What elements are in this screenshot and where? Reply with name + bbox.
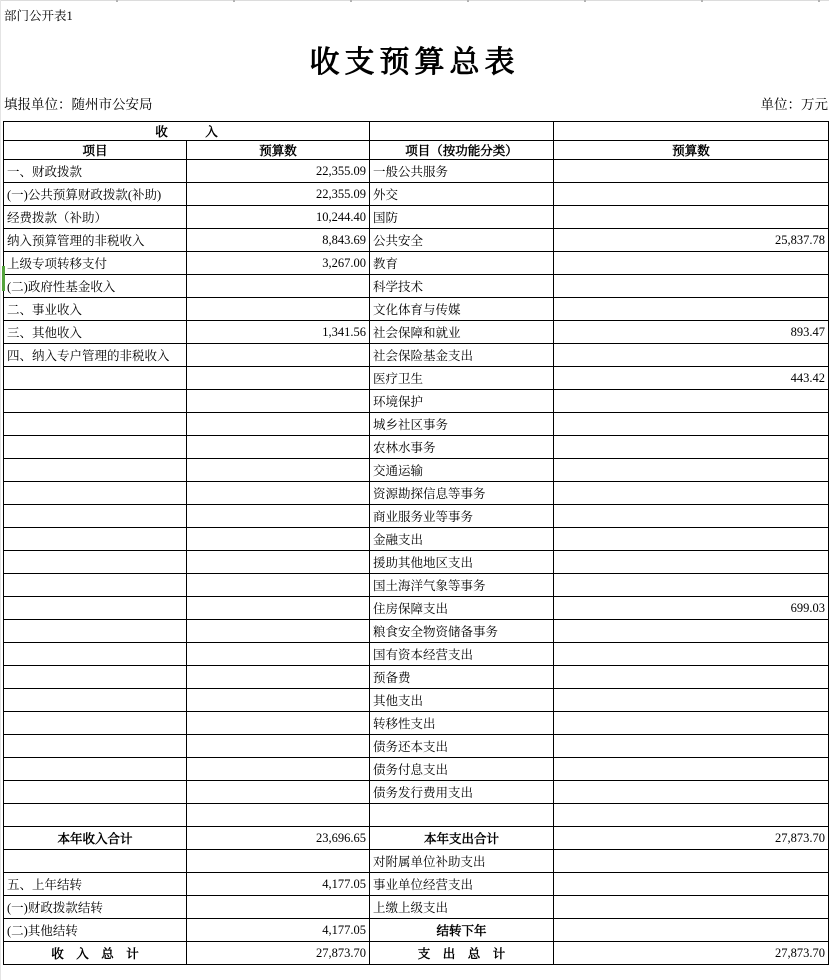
income-value-cell[interactable] (187, 597, 370, 620)
expense-item-cell[interactable]: 国土海洋气象等事务 (370, 574, 554, 597)
expense-value-cell[interactable] (554, 850, 829, 873)
expense-item-cell[interactable]: 债务还本支出 (370, 735, 554, 758)
income-value-cell[interactable] (187, 482, 370, 505)
expense-item-cell[interactable]: 国有资本经营支出 (370, 643, 554, 666)
expense-item-cell[interactable]: 住房保障支出 (370, 597, 554, 620)
income-item-cell[interactable] (4, 804, 187, 827)
income-value-cell[interactable] (187, 712, 370, 735)
expense-item-cell[interactable]: 国防 (370, 206, 554, 229)
table-row-section-header (4, 122, 829, 141)
income-item-cell[interactable]: 三、其他收入 (4, 321, 187, 344)
income-item-cell[interactable]: 一、财政拨款 (4, 160, 187, 183)
expense-item-cell[interactable]: 交通运输 (370, 459, 554, 482)
column-header-item[interactable]: 项目 (4, 141, 187, 160)
income-item-cell[interactable] (4, 850, 187, 873)
table-row (4, 666, 829, 689)
expense-value-cell[interactable] (554, 735, 829, 758)
income-value-cell[interactable] (187, 505, 370, 528)
income-value-cell[interactable]: 27,873.70 (187, 942, 370, 965)
table-row (4, 321, 829, 344)
expense-value-cell[interactable]: 27,873.70 (554, 942, 829, 965)
expense-value-cell[interactable] (554, 160, 829, 183)
expense-value-cell[interactable]: 443.42 (554, 367, 829, 390)
income-item-cell[interactable]: 经费拨款（补助） (4, 206, 187, 229)
expense-value-cell[interactable] (554, 712, 829, 735)
expense-value-cell[interactable] (554, 689, 829, 712)
table-row (4, 183, 829, 206)
income-item-cell[interactable] (4, 758, 187, 781)
table-row (4, 873, 829, 896)
sheet-label: 部门公开表1 (4, 9, 73, 23)
expense-item-cell[interactable]: 教育 (370, 252, 554, 275)
expense-value-cell[interactable] (554, 183, 829, 206)
table-row (4, 551, 829, 574)
income-item-cell[interactable] (4, 643, 187, 666)
income-item-cell[interactable] (4, 574, 187, 597)
column-header-item-functional[interactable]: 项目（按功能分类） (370, 141, 554, 160)
table-row (4, 781, 829, 804)
income-item-cell[interactable] (4, 528, 187, 551)
expense-value-cell[interactable] (554, 620, 829, 643)
income-item-cell[interactable] (4, 551, 187, 574)
table-row (4, 712, 829, 735)
income-item-cell[interactable]: 本年收入合计 (4, 827, 187, 850)
expense-value-cell[interactable] (554, 781, 829, 804)
income-value-cell[interactable]: 22,355.09 (187, 160, 370, 183)
income-value-cell[interactable] (187, 459, 370, 482)
table-row (4, 919, 829, 942)
table-row (4, 942, 829, 965)
table-row (4, 344, 829, 367)
expense-value-cell[interactable] (554, 252, 829, 275)
left-gridline (0, 0, 1, 980)
expense-item-cell[interactable]: 事业单位经营支出 (370, 873, 554, 896)
table-row (4, 275, 829, 298)
income-value-cell[interactable] (187, 275, 370, 298)
active-cell-marker (2, 266, 5, 291)
income-item-cell[interactable] (4, 689, 187, 712)
income-value-cell[interactable]: 3,267.00 (187, 252, 370, 275)
income-value-cell[interactable] (187, 804, 370, 827)
table-row (4, 827, 829, 850)
table-row (4, 735, 829, 758)
expense-item-cell[interactable]: 外交 (370, 183, 554, 206)
expense-item-cell[interactable]: 科学技术 (370, 275, 554, 298)
income-value-cell[interactable] (187, 367, 370, 390)
expense-value-cell[interactable] (554, 505, 829, 528)
expense-value-cell[interactable] (554, 873, 829, 896)
income-value-cell[interactable]: 4,177.05 (187, 873, 370, 896)
table-row (4, 206, 829, 229)
income-item-cell[interactable]: 上级专项转移支付 (4, 252, 187, 275)
expense-value-cell[interactable] (554, 436, 829, 459)
income-value-cell[interactable] (187, 689, 370, 712)
table-row (4, 160, 829, 183)
expense-value-cell[interactable] (554, 482, 829, 505)
income-item-cell[interactable] (4, 390, 187, 413)
reporting-unit-label: 填报单位：随州市公安局 (4, 97, 153, 112)
expense-value-cell[interactable] (554, 413, 829, 436)
income-value-cell[interactable]: 23,696.65 (187, 827, 370, 850)
expense-value-cell[interactable]: 25,837.78 (554, 229, 829, 252)
expense-value-cell[interactable] (554, 574, 829, 597)
expense-item-cell[interactable]: 商业服务业等事务 (370, 505, 554, 528)
expense-value-cell[interactable]: 27,873.70 (554, 827, 829, 850)
table-row (4, 298, 829, 321)
table-row-column-headers (4, 141, 829, 160)
income-value-cell[interactable] (187, 735, 370, 758)
income-item-cell[interactable] (4, 459, 187, 482)
table-row (4, 390, 829, 413)
income-value-cell[interactable]: 4,177.05 (187, 919, 370, 942)
expense-value-cell[interactable] (554, 666, 829, 689)
table-row (4, 482, 829, 505)
budget-table (3, 121, 829, 965)
income-item-cell[interactable] (4, 712, 187, 735)
column-header-budget2[interactable]: 预算数 (554, 141, 829, 160)
income-item-cell[interactable]: (二)其他结转 (4, 919, 187, 942)
income-section-header-cell[interactable]: 收 入 (4, 122, 370, 141)
expense-value-cell[interactable] (554, 643, 829, 666)
income-item-cell[interactable] (4, 482, 187, 505)
income-item-cell[interactable]: 五、上年结转 (4, 873, 187, 896)
table-row (4, 804, 829, 827)
empty-header-cell[interactable] (554, 122, 829, 141)
expense-item-cell[interactable]: 资源勘探信息等事务 (370, 482, 554, 505)
income-value-cell[interactable]: 22,355.09 (187, 183, 370, 206)
income-item-cell[interactable] (4, 735, 187, 758)
income-value-cell[interactable] (187, 574, 370, 597)
expense-value-cell[interactable] (554, 459, 829, 482)
expense-value-cell[interactable]: 893.47 (554, 321, 829, 344)
expense-item-cell[interactable]: 支 出 总 计 (370, 942, 554, 965)
empty-header-cell[interactable] (370, 122, 554, 141)
table-row (4, 758, 829, 781)
column-header-budget[interactable]: 预算数 (187, 141, 370, 160)
expense-item-cell[interactable]: 结转下年 (370, 919, 554, 942)
income-item-cell[interactable]: (一)财政拨款结转 (4, 896, 187, 919)
expense-value-cell[interactable] (554, 551, 829, 574)
income-value-cell[interactable] (187, 436, 370, 459)
income-value-cell[interactable]: 8,843.69 (187, 229, 370, 252)
expense-value-cell[interactable] (554, 896, 829, 919)
table-row (4, 597, 829, 620)
income-value-cell[interactable] (187, 896, 370, 919)
table-row (4, 252, 829, 275)
expense-item-cell[interactable]: 社会保险基金支出 (370, 344, 554, 367)
expense-item-cell[interactable]: 医疗卫生 (370, 367, 554, 390)
income-item-cell[interactable]: 纳入预算管理的非税收入 (4, 229, 187, 252)
expense-item-cell[interactable]: 其他支出 (370, 689, 554, 712)
income-item-cell[interactable]: (一)公共预算财政拨款(补助) (4, 183, 187, 206)
expense-item-cell[interactable]: 援助其他地区支出 (370, 551, 554, 574)
income-item-cell[interactable] (4, 781, 187, 804)
income-value-cell[interactable] (187, 298, 370, 321)
expense-value-cell[interactable] (554, 528, 829, 551)
income-item-cell[interactable] (4, 666, 187, 689)
table-row (4, 505, 829, 528)
income-value-cell[interactable] (187, 666, 370, 689)
expense-value-cell[interactable] (554, 804, 829, 827)
table-row (4, 620, 829, 643)
expense-item-cell[interactable]: 粮食安全物资储备事务 (370, 620, 554, 643)
expense-item-cell[interactable]: 债务发行费用支出 (370, 781, 554, 804)
table-row (4, 436, 829, 459)
table-row (4, 574, 829, 597)
income-value-cell[interactable] (187, 413, 370, 436)
table-row (4, 459, 829, 482)
income-item-cell[interactable]: 四、纳入专户管理的非税收入 (4, 344, 187, 367)
expense-item-cell[interactable]: 预备费 (370, 666, 554, 689)
expense-value-cell[interactable] (554, 390, 829, 413)
expense-item-cell[interactable] (370, 804, 554, 827)
income-item-cell[interactable]: (二)政府性基金收入 (4, 275, 187, 298)
table-row (4, 367, 829, 390)
expense-value-cell[interactable] (554, 275, 829, 298)
unit-label: 单位：万元 (760, 97, 828, 112)
expense-value-cell[interactable] (554, 206, 829, 229)
income-item-cell[interactable] (4, 505, 187, 528)
expense-value-cell[interactable] (554, 298, 829, 321)
expense-value-cell[interactable] (554, 344, 829, 367)
expense-value-cell[interactable]: 699.03 (554, 597, 829, 620)
table-row (4, 413, 829, 436)
table-row (4, 643, 829, 666)
income-value-cell[interactable] (187, 850, 370, 873)
income-item-cell[interactable]: 收 入 总 计 (4, 942, 187, 965)
income-item-cell[interactable]: 二、事业收入 (4, 298, 187, 321)
income-value-cell[interactable] (187, 528, 370, 551)
income-value-cell[interactable] (187, 758, 370, 781)
table-row (4, 850, 829, 873)
income-value-cell[interactable] (187, 390, 370, 413)
income-value-cell[interactable]: 1,341.56 (187, 321, 370, 344)
income-value-cell[interactable] (187, 643, 370, 666)
expense-item-cell[interactable]: 农林水事务 (370, 436, 554, 459)
table-row (4, 896, 829, 919)
income-value-cell[interactable] (187, 781, 370, 804)
table-row (4, 229, 829, 252)
income-item-cell[interactable] (4, 620, 187, 643)
income-value-cell[interactable] (187, 620, 370, 643)
expense-value-cell[interactable] (554, 758, 829, 781)
meta-row (4, 93, 828, 113)
budget-table-body (4, 160, 829, 965)
table-row (4, 528, 829, 551)
expense-item-cell[interactable]: 文化体育与传媒 (370, 298, 554, 321)
income-item-cell[interactable] (4, 413, 187, 436)
top-gridline-ticks (1, 0, 828, 2)
income-value-cell[interactable] (187, 344, 370, 367)
expense-value-cell[interactable] (554, 919, 829, 942)
page-title: 收支预算总表 (309, 46, 520, 79)
expense-item-cell[interactable]: 对附属单位补助支出 (370, 850, 554, 873)
expense-item-cell[interactable]: 金融支出 (370, 528, 554, 551)
expense-item-cell[interactable]: 本年支出合计 (370, 827, 554, 850)
expense-item-cell[interactable]: 上缴上级支出 (370, 896, 554, 919)
expense-item-cell[interactable]: 环境保护 (370, 390, 554, 413)
expense-item-cell[interactable]: 公共安全 (370, 229, 554, 252)
table-row (4, 689, 829, 712)
income-value-cell[interactable]: 10,244.40 (187, 206, 370, 229)
income-item-cell[interactable] (4, 367, 187, 390)
income-value-cell[interactable] (187, 551, 370, 574)
expense-item-cell[interactable]: 债务付息支出 (370, 758, 554, 781)
expense-item-cell[interactable]: 一般公共服务 (370, 160, 554, 183)
income-item-cell[interactable] (4, 597, 187, 620)
expense-item-cell[interactable]: 社会保障和就业 (370, 321, 554, 344)
expense-item-cell[interactable]: 城乡社区事务 (370, 413, 554, 436)
income-item-cell[interactable] (4, 436, 187, 459)
expense-item-cell[interactable]: 转移性支出 (370, 712, 554, 735)
